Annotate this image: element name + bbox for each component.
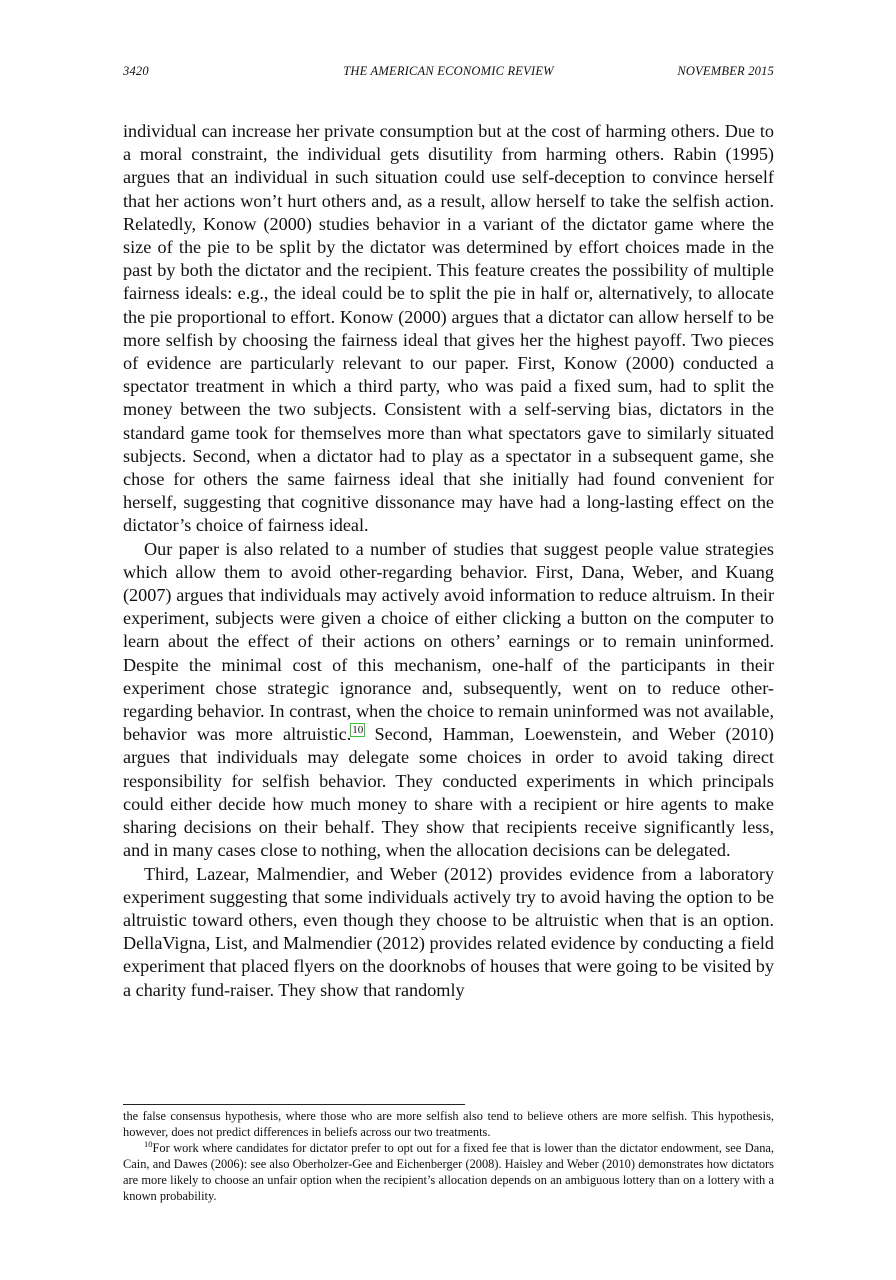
footnote-10-link[interactable]: 10 [352,724,364,737]
paragraph-1: individual can increase her private consumption but at the cost of harming others. Due to a moral constraint, the individual gets disutility from harming others. Rabin (1995) argues that an individual in such situation could use self-deception to convince herself that her actions won’t hurt others and, as a result, allow herself to take the selfish action. Relatedly, Konow (2000) studies behavior in a variant of the dictator game where the size of the pie to be split by the dictator was determined by effort choices made in the past by both the dictator and the recipient. This feature creates the possibility of multiple fairness ideals: e.g., the ideal could be to split the pie in half or, alternatively, to allocate the pie proportional to effort. Konow (2000) argues that a dictator can allow herself to be more selfish by choosing the fairness ideal that gives her the highest payoff. Two pieces of evidence are particularly relevant to our paper. First, Konow (2000) conducted a spectator treatment in which a third party, who was paid a fixed sum, had to split the money between the two subjects. Consistent with a self-serving bias, dictators in the standard game took for themselves more than what spectators gave to similarly situated subjects. Second, when a dictator had to play as a spectator in a subsequent game, she chose for others the same fairness ideal that she initially had found convenient for herself, suggesting that cognitive dissonance may have had a long-lasting effect on the dictator’s choice of fairness ideal. [123,121,774,536]
paper-page [123,0,774,1280]
paragraph-2-text-b: Second, Hamman, Loewenstein, and Weber (2010) argues that individuals may delegate some choices in order to avoid taking direct responsibility for selfish behavior. They conducted experiments in which principals could either decide how much money to share with a recipient or hire agents to make sharing decisions on their behalf. They show that recipients receive significantly less, and in many cases close to nothing, when the allocation decisions can be delegated. [123,724,774,861]
footnote-divider [123,1104,465,1105]
running-head [123,64,774,82]
footnote-10-number: 10 [144,1138,153,1149]
footnote-continued: the false consensus hypothesis, where those who are more selfish also tend to believe others are more selfish. This hypothesis, however, does not predict differences in beliefs across our two treatments. [123,1109,774,1139]
issue-date: NOVEMBER 2015 [677,64,774,78]
footnote-10-text: For work where candidates for dictator prefer to opt out for a fixed fee that is lower than the dictator endowment, see Dana, Cain, and Dawes (2006): see also Oberholzer-Gee and Eichenberger (2008). Haisley and Weber (2010) demonstrates how dictators are more likely to choose an unfair option when the recipient’s allocation depends on an ambiguous lottery than on a lottery with a known probability. [123,1140,774,1203]
paragraph-2 [123,538,774,863]
paragraph-3: Third, Lazear, Malmendier, and Weber (2012) provides evidence from a laboratory experiment suggesting that some individuals actively try to avoid having the option to be altruistic toward others, even though they choose to be altruistic when that is an option. DellaVigna, List, and Malmendier (2012) provides related evidence by conducting a field experiment that placed flyers on the doorknobs of houses that were going to be visited by a charity fund-raiser. They show that randomly [123,863,774,1000]
page-number: 3420 [123,64,149,78]
footnotes [123,1109,774,1204]
body-text [123,120,774,1002]
footnote-10 [123,1138,774,1205]
paragraph-2-text-a: Our paper is also related to a number of studies that suggest people value strategies which allow them to avoid other-regarding behavior. First, Dana, Weber, and Kuang (2007) argues that individuals may actively avoid information to reduce altruism. In their experiment, subjects were given a choice of either clicking a button on the computer to learn about the effect of their actions on others’ earnings or to remain uninformed. Despite the minimal cost of this mechanism, one-half of the participants in their experiment chose strategic ignorance and, subsequently, went on to reduce other-regarding behavior. In contrast, when the choice to remain uninformed was not available, behavior was more altruistic. [123,538,774,745]
journal-title: THE AMERICAN ECONOMIC REVIEW [343,64,554,78]
